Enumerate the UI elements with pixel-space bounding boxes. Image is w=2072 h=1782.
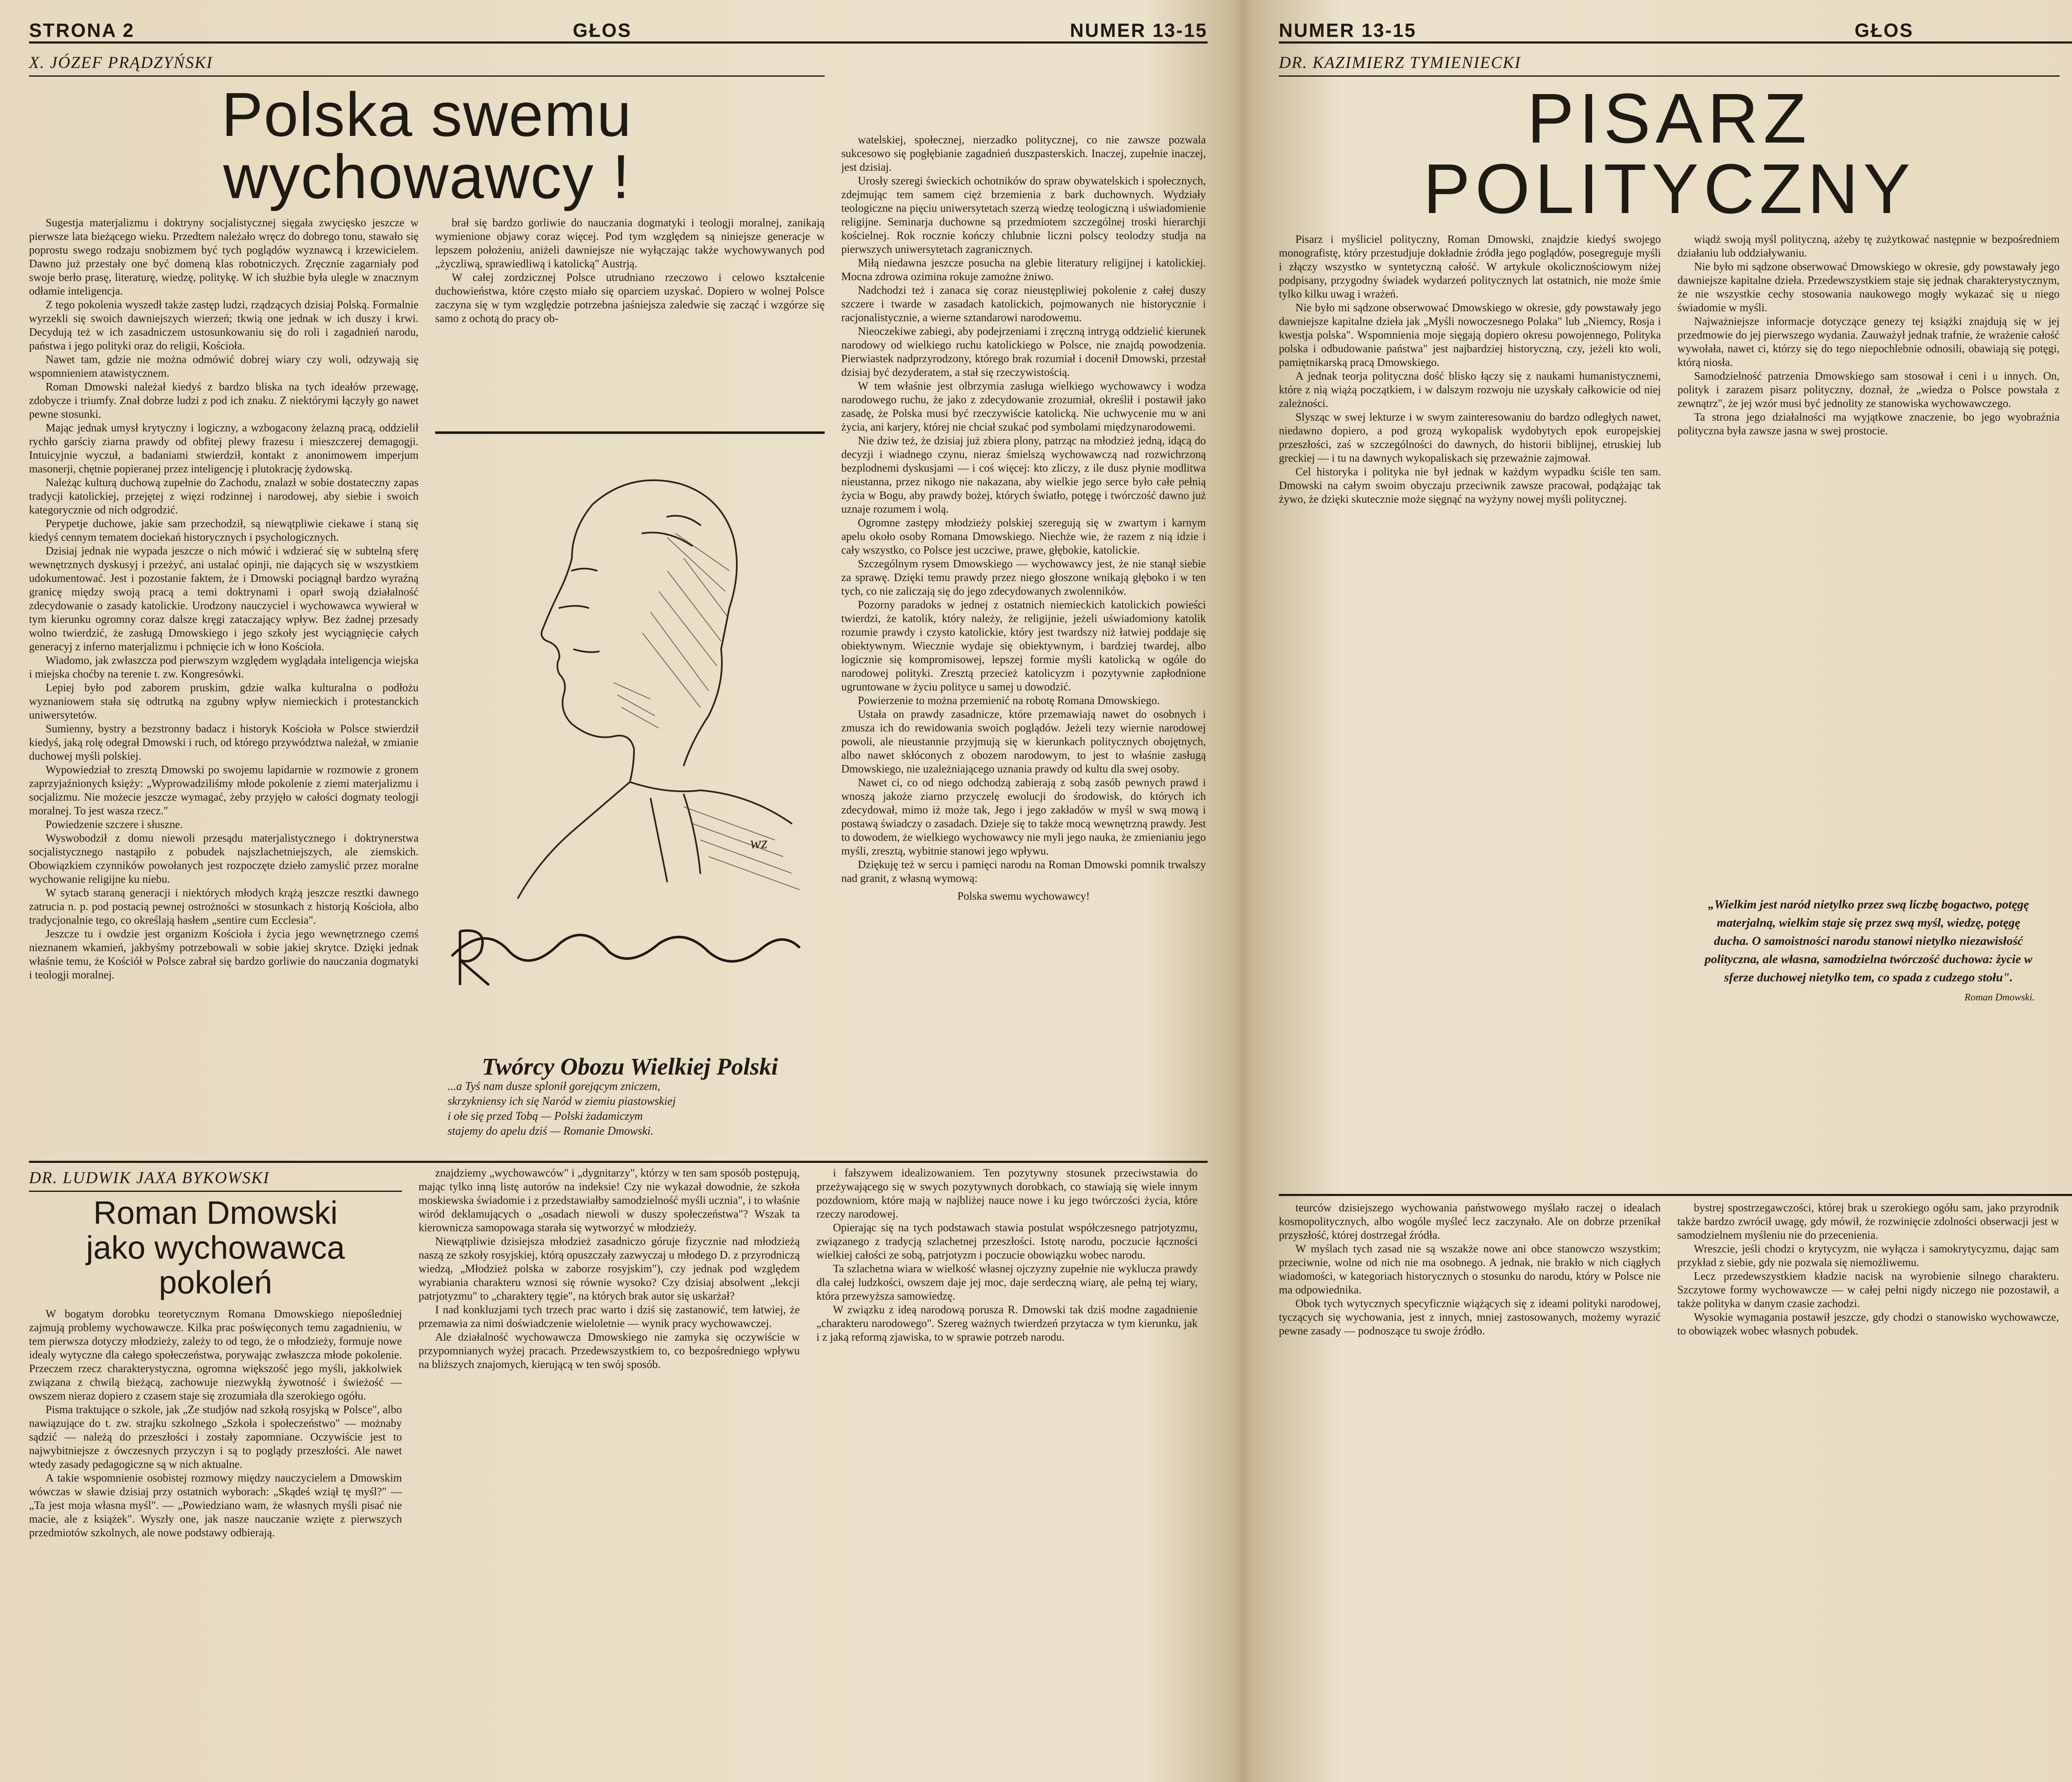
article1-column-1 — [29, 216, 419, 1144]
newspaper-name-left: GŁOS — [573, 19, 632, 41]
paragraph: Należąc kulturą duchową zupełnie do Zachodu, znalazł w sobie dostateczny zapas tradycji katolickiej, przejętej z więzi rodzinnej i narodowej, aby siebie i swoich kategorycznie od nich odgrodzić. — [29, 476, 419, 516]
paragraph: i fałszywem idealizowaniem. Ten pozytywny stosunek przeciwstawia do przeżywającego się w swych pozytywnych dorobkach, co stawiają się wiele innym pozdowniom, które mają w najbliżej nauce nowe i ku jego twórczości życia, które rzeczy narodowej. — [816, 1167, 1198, 1220]
right-article-column-2 — [1677, 232, 2060, 1177]
paragraph: Miłą niedawna jeszcze posucha na glebie literatury religijnej i katolickiej. Mocna zdrowa ozimina rokuje zamożne żniwo. — [841, 257, 1206, 283]
page-number-left: STRONA 2 — [29, 19, 135, 41]
article1-column-2 — [435, 216, 825, 1144]
paragraph: Wiadomo, jak zwłaszcza pod pierwszym względem wyglądała inteligencja wiejska i miejska choćby na terenie t. zw. Kongresówki. — [29, 654, 419, 680]
article2-title-line1: Roman Dmowski — [93, 1194, 338, 1231]
article1-author: X. JÓZEF PRĄDZYŃSKI — [29, 53, 825, 77]
paragraph: Nie dziw też, że dzisiaj już zbiera plony, patrząc na młodzież jedną, idącą do decyzji i wiadnego czynu, nieraz śmielszą wychowawczą nad rozwichrzoną bezplodnemi dyskusjami — i coś więcej: kto zliczy, z ile dusz płynie modlitwa nieustanna, przez nikogo nie nakazana, aby wielkie jego serce było całe pełnią życia w Bogu, aby prawdy bożej, których światło, potęgę i twórczość dawno już uznaje rozumem i wolą. — [841, 434, 1206, 515]
paragraph: W tem właśnie jest olbrzymia zasługa wielkiego wychowawcy i wodza narodowego ruchu, że jako z zdecydowanie zrozumiał, określił i postawił jako zasadę, że Polska musi być rzeczywiście katolicką. Nie uchwycenie mu w ani życia, ani karjery, której nie chciał szukać pod symbolami międzynarodowemi. — [841, 380, 1206, 433]
poem — [435, 1079, 825, 1144]
poem-line: skrzykniensy ich się Naród w ziemiu piastowskiej — [448, 1095, 676, 1108]
paragraph: Niewątpliwie dzisiejsza młodzież zasadniczo góruje fizycznie nad młodzieżą naszą ze szkoły rosyjskiej, którą opuszczały zazwyczaj u młodego D. z przyrodniczą wiedzą, „Młodzież polska w zaborze rosyjskim"), czy jednak pod względem wyrabiania charakteru wznosi się równie wysoko? Czy dzisiaj absolwent „lekcji patrjotyzmu" to „charaktery tęgie", na których brak autor się uskarżał? — [419, 1235, 800, 1302]
paragraph: Powierzenie to można przemienić na robotę Romana Dmowskiego. — [858, 694, 1160, 707]
paragraph: A jednak teorja polityczna dość blisko łączy się z naukami humanistycznemi, które z nią wiążą początkiem, i w dalszym rozwoju nie uzyskały całkowicie od niej zależności. — [1279, 370, 1661, 409]
paragraph: Sugestja materjalizmu i doktryny socjalistycznej sięgała zwycięsko jeszcze w pierwsze lata bieżącego wieku. Przedtem należało wręcz do dobrego tonu, stawało się poprostu swego rodzaju snobizmem być tych poglądów wyznawcą i krzewicielem. Dawno już przestały one być domeną klas robotniczych. Zręcznie zagarniały pod swoje berło prasę, literaturę, wiedzę, politykę. W ich służbie była ulegle w znacznym odłamie inteligencja. — [29, 216, 419, 297]
paragraph: Cel historyka i polityka nie był jednak w każdym wypadku ściśle ten sam. Dmowski na całym swoim obyczaju przeciwnik zawsze pracował, podążając tak żywo, że dzięki skutecznie może sięgnąć na wyżyny nowej myśli politycznej. — [1279, 465, 1661, 505]
lower-column-1 — [1279, 1201, 1661, 1773]
poem-line: i ołe się przed Tobą — Polski żadamiczym — [448, 1110, 643, 1123]
paragraph: W całej zordzicznej Polsce utrudniano rzeczowo i celowo kształcenie duchowieństwa, które często miało się oparciem uzyskać. Dopiero w wolnej Polsce zaczyna się w tym względzie potrzebna jaśniejsza zaledwie się zacząć i wzgórze się samo z ochotą do pracy ob- — [435, 271, 825, 324]
paragraph: Ta szlachetna wiara w wielkość własnej ojczyzny zupełnie nie wyklucza prawdy dla całej ludzkości, owszem daje jej moc, daje serdeczną wiarę, ale pełną tej wiary, która przewyższa samowiedzę. — [816, 1262, 1198, 1302]
article2-column-3 — [816, 1166, 1198, 1705]
paragraph: Sumienny, bystry a bezstronny badacz i historyk Kościoła w Polsce stwierdził kiedyś, jaką rolę odegrał Dmowski i ruch, od którego przywództwa należał, w zmianie duchowej myśli polskiej. — [29, 722, 419, 762]
paragraph: Lepiej było pod zaborem pruskim, gdzie walka kulturalna o podłożu wyznaniowem stała się odtrutką na zgubny wpływ niemieckich i protestanckich uniwersytetów. — [29, 681, 419, 721]
paragraph: Wypowiedział to zresztą Dmowski po swojemu lapidarnie w rozmowie z gronem zaprzyjaźnionych księży: „Wyprowadziliśmy młode pokolenie z ziemi materjalizmu i socjalizmu. Nie możecie jeszcze wymagać, żeby przyjęło w całości dogmaty teologji moralnej. To jest wasza rzecz." — [29, 763, 419, 817]
paragraph: Perypetje duchowe, jakie sam przechodził, są niewątpliwie ciekawe i staną się kiedyś cennym tematem dociekań historycznych i psychologicznych. — [29, 517, 419, 543]
paragraph: Pisarz i myśliciel polityczny, Roman Dmowski, znajdzie kiedyś swojego monografistę, który przestudjuje dokładnie źródła jego poglądów, posegreguje myśli i złączy wszystko w syntetyczną całość. W artykule okolicznościowym niżej podpisany, przygodny świadek wydarzeń politycznych lat ostatnich, nie może śmie tylko kilku uwag i wrażeń. — [1279, 233, 1661, 300]
paragraph: Nieoczekiwe zabiegi, aby podejrzeniami i zręczną intrygą oddzielić kierunek narodowy od wielkiego ruchu katolickiego w Polsce, nie znajdą powodzenia. Pierwiastek nadprzyrodzony, którego brak rozumiał i docenił Dmowski, przestał dzisiaj być dezyderatem, a stał się rzeczywistością. — [841, 325, 1206, 378]
paragraph: Ustała on prawdy zasadnicze, które przemawiają nawet do osobnych i zmusza ich do rewidowania swoich poglądów. Jeżeli tezy wiernie narodowej powoli, ale nieustannie przyjmują się w kierunkach politycznych obojętnych, albo nawet skłóconych z obozem narodowym, to jest to właśnie zasługą Dmowskiego, nie uzależniającego uznania prawdy od kultu dla swej osoby. — [841, 708, 1206, 775]
paragraph: Pozorny paradoks w jednej z ostatnich niemieckich katolickich powieści twierdzi, że katolik, który należy, że religijnie, jeżeli uświadomiony katolik rozumie prawdy i czysto katolickie, który jest twardszy niż łatwiej poddaje się obiektywnym. Wiecznie wydaje się obiektywnym, i bardziej twardej, albo logicznie się kompromisowej, lepszej formie myśli katolicką w ogóle do narodowej polityki. Zresztą przecież katolicyzm i pozytywnie zapłodnione ugruntowane w życiu polityce u samej u dowodzić. — [841, 598, 1206, 693]
poem-line: ...a Tyś nam dusze splonił gorejącym zniczem, — [448, 1080, 661, 1093]
lower-column-2 — [1677, 1201, 2059, 1773]
paragraph: W sytacb staraną generacji i niektórych młodych krążą jeszcze resztki dawnego zatrucia n. p. pod postacią pewnej ostrożności w stosunkach z historją Kościoła, albo tradycjonalnie tego, co określają hasłem „sentire cum Ecclesia". — [29, 886, 419, 926]
paragraph: Urosły szeregi świeckich ochotników do spraw obywatelskich i społecznych, zdejmując tem samem cięż brzemienia z bark duchownych. Wydziały teologiczne na pięciu uniwersytetach szerzą wiedzę teologiczną i uświadomienie religijne. Seminarja duchowne są przedmiotem szczególnej troski hierarchji kościelnej. Rok rocznie kończy chlubnie liczni polscy teolodzy studja na pierwszych uniwersytetach zagranicznych. — [841, 174, 1206, 255]
article2-title — [29, 1195, 402, 1300]
paragraph: I nad konkluzjami tych trzech prac warto i dziś się zastanowić, tem łatwiej, że przemawia za nimi doświadczenie wieloletnie — wynik pracy wychowawczej. — [419, 1303, 800, 1329]
paragraph: Lecz przedewszystkiem kładzie nacisk na wyrobienie silnego charakteru. Szczytowe formy wychowawcze — w całej pełni nigdy niczego nie pozostawił, a także polityka w danym czasie zachodzi. — [1677, 1270, 2059, 1310]
quote-box-title: Twórcy Obozu Wielkiej Polski — [482, 1053, 778, 1080]
left-page-header — [29, 12, 1208, 44]
paragraph: Wreszcie, jeśli chodzi o krytycyzm, nie wyłącza i samokrytycyzmu, dając sam przykład z siebie, gdy nie pozwala się niemożliwemu. — [1677, 1242, 2059, 1269]
right-page — [1260, 0, 2072, 1782]
paragraph: Wysokie wymagania postawił jeszcze, gdy chodzi o stanowisko wychowawcze, to obowiązek wobec własnych pobudek. — [1677, 1311, 2059, 1337]
paragraph: Slysząc w swej lekturze i w swym zainteresowaniu do bardzo odległych nawet, niedawno dopiero, a pod grozą wykopalisk wydobytych epok europejskiej przeszłości, zaś w szczególności do dawnych, do historii biblijnej, etruskiej lub greckiej — i tu na dawnych wykopaliskach się przeważnie zajmował. — [1279, 411, 1661, 464]
pull-quote-author: Roman Dmowski. — [1964, 992, 2035, 1003]
paragraph: Nie było mi sądzone obserwować Dmowskiego w okresie, gdy powstawały jego dawniejsze kapitalne dzieła jak „Myśli nowoczesnego Polaka" lub „Niemcy, Rosja i kwestja polska". Wspomnienia moje sięgają dopiero okresu powojennego, Polityka polska i odbudowanie państwa" jest najbardziej historyczną, czy, jeżeli kto woli, pamiętnikarską pracą Dmowskiego. — [1279, 301, 1661, 368]
paragraph: Pisma traktujące o szkole, jak „Ze studjów nad szkołą rosyjską w Polsce", albo nawiązujące do t. zw. strajku szkolnego „Szkoła i społeczeństwo" — możnaby sądzić — należą do przeszłości i zostały zapomniane. Oczywiście jest to najwybitniejsze z ówczesnych przyczyn i są to poglądy przeszłości. Ale nawet wtedy zasady pedagogiczne są w nich aktualne. — [29, 1403, 402, 1470]
article2-column-1 — [29, 1166, 402, 1755]
poem-stanza — [448, 1079, 825, 1139]
section-divider-right — [1279, 1194, 2072, 1196]
paragraph: Ogromne zastępy młodzieży polskiej szeregują się w zwartym i karnym apelu około osoby Romana Dmowskiego. Niechże wie, że razem z nią idzie i cały wszystko, co Polsce jest uczciwe, prawe, głębokie, katolickie. — [841, 516, 1206, 556]
paragraph: Nie było mi sądzone obserwować Dmowskiego w okresie, gdy powstawały jego dawniejsze kapitalne dzieła. Przedewszystkiem staje się jednak charakterystycznym, że nie wszystkie cechy stosowania naukowego mogły wykazać się u niego świadomie w myśli. — [1677, 260, 2060, 314]
svg-text:wz: wz — [750, 833, 768, 852]
paragraph: A takie wspomnienie osobistej rozmowy między nauczycielem a Dmowskim wówczas w sławie dzisiaj przy ostatnich wyborach: „Skądeś wziął tę myśl?" — „Ta jest moja własna myśl". — „Powiedziano wam, że własnych myśli pisać nie macie, ale z książek". Wyszły one, jak nasze nauczanie wzięte z pierwszych przedmiotów szkolnych, ale nowe podstawy odbierają. — [29, 1472, 402, 1539]
paragraph: Jeszcze tu i owdzie jest organizm Kościoła i życia jego wewnętrznego czemś nieznanem wkamień, jakbyśmy potrzebowali w sobie jakiej skrytce. Dzięki jednak właśnie temu, że Kościół w Polsce zabrał się bardzo gorliwie do nauczania dogmatyki i teologji moralnej. — [29, 927, 419, 981]
paragraph: Dzisiaj jednak nie wypada jeszcze o nich mówić i wdzierać się w subtelną sferę wewnętrznych dyskusyj i przeżyć, ani ustalać opinji, nie dających się w wszystkiem udokumentować. Jest i pozostanie faktem, że i Dmowski pociągnął bardzo wyraźną granicę między swoją pracą a temi doktrynami i oparł swoją działalność zdecydowanie o zasady katolickie. Urodzony nauczyciel i wychowawca wywierał w tym kierunku ogromny coraz dalsze kręgi zataczający wpływ. Bez żadnej przesady wolno twierdzić, że zasługą Dmowskiego i jego szkoły jest wyciągnięcie całych generacyj z inferno materjalizmu i pchnięcie ich w łono Kościoła. — [29, 545, 419, 653]
paragraph: Nadchodzi też i zanaca się coraz nieustępliwiej pokolenie z całej duszy szczere i twarde w zasadach katolickich, pojmowanych nie historycznie i racjonalistycznie, a wierne sztandarowi narodowemu. — [841, 284, 1206, 324]
issue-number-left: NUMER 13-15 — [1070, 19, 1208, 41]
paragraph: Najważniejsze informacje dotyczące genezy tej książki znajdują się w jej przedmowie do jej pierwszego wydania. Zauważył jednak trafnie, że wrażenie całość wywołała, nawet ci, którzy się do tego niepochlebnie odnosili, obawiają się potęgi, którą niosła. — [1677, 315, 2060, 368]
paragraph: znajdziemy „wychowawców" i „dygnitarzy", którzy w ten sam sposób postępują, mając tylko inną listę autorów na indeksie! Czy nie wykazał dowodnie, że szkoła moskiewska świadomie i z przedstawiałby samodzielność myśli ucznia", i to właśnie wiród deklamujących o „osadach niewoli w duszy społeczeństwa"? Wszak ta kierownicza samopowaga starała się wytworzyć w młodzieży. — [419, 1167, 800, 1234]
paragraph: Z tego pokolenia wyszedł także zastęp ludzi, rządzących dzisiaj Polską. Formalnie wyrzekli się swoich dawniejszych wierzeń; tkwią one jednak w ich duszy i krwi. Decydują też w ich zasadniczem ustosunkowaniu się do roli i zagadnień narodu, państwa i jego polityki oraz do religii, Kościoła. — [29, 298, 419, 352]
article1-title: Polska swemu wychowawcy ! — [221, 80, 632, 211]
paragraph: Roman Dmowski należał kiedyś z bardzo bliska na tych ideałów przewagę, zdobycze i triumfy. Znał dobrze ludzi z pod ich znaku. Z niektórymi łączyły go nawet pewne stosunki. — [29, 380, 419, 420]
paragraph: W myślach tych zasad nie są wszakże nowe ani obce stanowczo wszystkim; przeciwnie, wolne od nich nie ma osobnego. A jednak, nie brakło w nich ciągłych wiadomości, w kategoriach historycznych o stosunku do narodu, który w Polsce nie ma odpowiednika. — [1279, 1242, 1661, 1296]
paragraph: brał się bardzo gorliwie do nauczania dogmatyki i teologji moralnej, zanikają wymienione objawy coraz więcej. Pod tym względem są niniejsze generacje w lepszem położeniu, aniżeli dawniejsze nie wyłączając także wychowywanych pod „życzliwą, sprawiedliwą i katolicką" Austrją. — [435, 216, 825, 270]
pull-quote: „Wielkim jest naród nietylko przez swą liczbę bogactwo, potęgę materjalną, wielkim staje się przez swą myśl, wiedzę, potęgę ducha. O samoistności narodu stanowi nietylko niezawisłość polityczna, ale własna, samodzielna twórczość duchowa: życie w sferze duchowej nietylko tem, co spada z cudzego stołu". — [1704, 898, 2033, 984]
article-author-right: DR. KAZIMIERZ TYMIENIECKI — [1279, 53, 2060, 77]
article2-title-line2: jako wychowawca pokoleń — [86, 1229, 345, 1300]
paragraph: Ta strona jego działalności ma wyjątkowe znaczenie, bo jego wyobraźnia polityczna była zawsze jasna w swej prostocie. — [1677, 411, 2060, 437]
paragraph: W bogatym dorobku teoretycznym Romana Dmowskiego niepośledniej zajmują problemy wychowawcze. Kilka prac poświęconych temu zagadnieniu, w tem pierwsza dotyczy młodzieży, zależy to od tego, że o młodzieży, formuje nowe idealy wytyczne dla całego społeczeństwa, porywając zwłaszcza młode pokolenie. Przeczem rzecz charakterystyczna, ogromna większość jego myśli, jakkolwiek związana z chwilą bieżącą, zachowuje niezwykłą żywotność i świeżość — owszem nieraz dopiero z czasem staje się zrozumiała dla szerokiego ogółu. — [29, 1307, 402, 1402]
right-article-column-1 — [1279, 232, 1661, 1177]
article2-author: DR. LUDWIK JAXA BYKOWSKI — [29, 1168, 402, 1192]
article1-column-3 — [841, 133, 1206, 1065]
paragraph: W związku z ideą narodową porusza R. Dmowski tak dziś modne zagadnienie „charakteru narodowego". Szereg ważnych twierdzeń przytacza w tym kierunku, jak i z jaką reformą zjawiska, to w sprawie potrzeb narodu. — [816, 1303, 1198, 1343]
paragraph: Opierając się na tych podstawach stawia postulat współczesnego patrjotyzmu, związanego z tradycją szlachetnej przeszłości. Istotę narodu, poczucie łączności wielkiej całości ze sobą, patrjotyzm i poczucie obowiązku wobec narodu. — [816, 1221, 1198, 1261]
poem-line: stajemy do apelu dziś — Romanie Dmowski. — [448, 1125, 654, 1138]
paragraph: Powiedzenie szczere i słuszne. — [46, 818, 183, 830]
paragraph: Nawet tam, gdzie nie można odmówić dobrej wiary czy woli, odzywają się wspomnieniem atawistycznem. — [29, 353, 419, 379]
paragraph: Wyswobodził z domu niewoli przesądu materjalistycznego i doktrynerstwa socjalistycznego nastąpiło z pobudek najszlachetniejszych, ale ziemskich. Obowiązkiem czynników powołanych jest rozpoczęte dzieło zamyslić przez moralne wychowanie religijne ku niebu. — [29, 832, 419, 885]
paragraph: Dziękuję też w sercu i pamięci narodu na Roman Dmowski pomnik trwalszy nad granit, z własną wymową: — [841, 858, 1206, 884]
paragraph: Ale działalność wychowawcza Dmowskiego nie zamyka się oczywiście w przypomnianych wyżej pracach. Przedewszystkiem to, co bezpośredniego wpływu na bliższych znajomych, kierującą w ten swój sposób. — [419, 1331, 800, 1370]
roman-dmowski-portrait-drawing — [435, 434, 816, 1022]
paragraph: watelskiej, społecznej, nierzadko politycznej, co nie zawsze pozwala sukcesowo się pogłębianie zagadnień duszpasterskich. Inaczej, zupełnie inaczej, jest dzisiaj. — [841, 133, 1206, 173]
article2-column-2 — [419, 1166, 800, 1705]
portrait-box — [435, 431, 825, 1144]
paragraph: bystrej spostrzegawczości, której brak u szerokiego ogółu sam, jako przyrodnik także bardzo zwrócił uwagę, gdy mówił, że rozwinięcie zdolności obserwacji jest w samodzielnem myśleniu nie do przecenienia. — [1677, 1201, 2059, 1241]
portrait-sketch — [435, 434, 825, 1056]
paragraph: wiądż swoją myśl polityczną, ażeby tę zużytkować następnie w bezpośredniem działaniu lub oddziaływaniu. — [1677, 233, 2060, 259]
newspaper-name-right: GŁOS — [1854, 19, 1914, 41]
issue-number-right: NUMER 13-15 — [1279, 19, 1417, 41]
paragraph: Nawet ci, co od niego odchodzą zabierają z sobą zasób pewnych prawd i wnoszą jakoże ziarno przyczelę ewolucji do środowisk, do których ich zdecydował, mimo iż może tak, Jego i jego zakładów w myśl w swą mową i postawą świadczy o zasadach. Dzieje się to także mocą wewnętrzną prawdy. Jest to dowodem, że wielkiego wychowawcy nie myli jego nauka, że zmienianiu jego myśli, zresztą, wybitnie stanowi jego wpływu. — [841, 776, 1206, 857]
paragraph: teurców dzisiejszego wychowania państwowego myślało raczej o idealach kosmopolitycznych, albo wogóle myśleć lecz zaczynało. Ale on dobrze przenikał przyszłość, której dostrzegał źródła. — [1279, 1201, 1661, 1241]
paragraph: Szczególnym rysem Dmowskiego — wychowawcy jest, że nie stanął siebie za sprawę. Dzięki temu prawdy przez niego głoszone wnikają głęboko i w ten tych, co nie zaliczają się do jego zdecydowanych zwolenników. — [841, 557, 1206, 597]
article-title-right: PISARZ POLITYCZNY — [1423, 79, 1915, 228]
section-divider — [29, 1161, 1208, 1163]
right-page-header — [1279, 12, 2072, 44]
paragraph: Mając jednak umysł krytyczny i logiczny, a wzbogacony żelazną pracą, oddzielił rychło garściy ziarna prawdy od obfitej plewy frazesu i mieszczerej demagogji. Intuicyjnie wyczuł, a badaniami stwierdził, kontakt z anonimowem imperjum masonerji, chętnie popieranej przez inteligencję i plutokrację żydowską. — [29, 421, 419, 475]
paragraph: Obok tych wytycznych specyficznie wiążących się z ideami polityki narodowej, tyczących się wychowania, jest z innych, mniej zastosowanych, możemy wyrazić pewne zasady — podnoszące tu swoje źródło. — [1279, 1297, 1661, 1337]
closing-line: Polska swemu wychowawcy! — [957, 890, 1090, 902]
paragraph: Samodzielność patrzenia Dmowskiego sam stosował i ceni i u innych. On, polityk i zarazem pisarz polityczny, doznał, że „wiedza o Polsce powstała z zewnątrz", że jej wzór musi być jednolity ze stanowiska wychowawczego. — [1677, 370, 2060, 409]
